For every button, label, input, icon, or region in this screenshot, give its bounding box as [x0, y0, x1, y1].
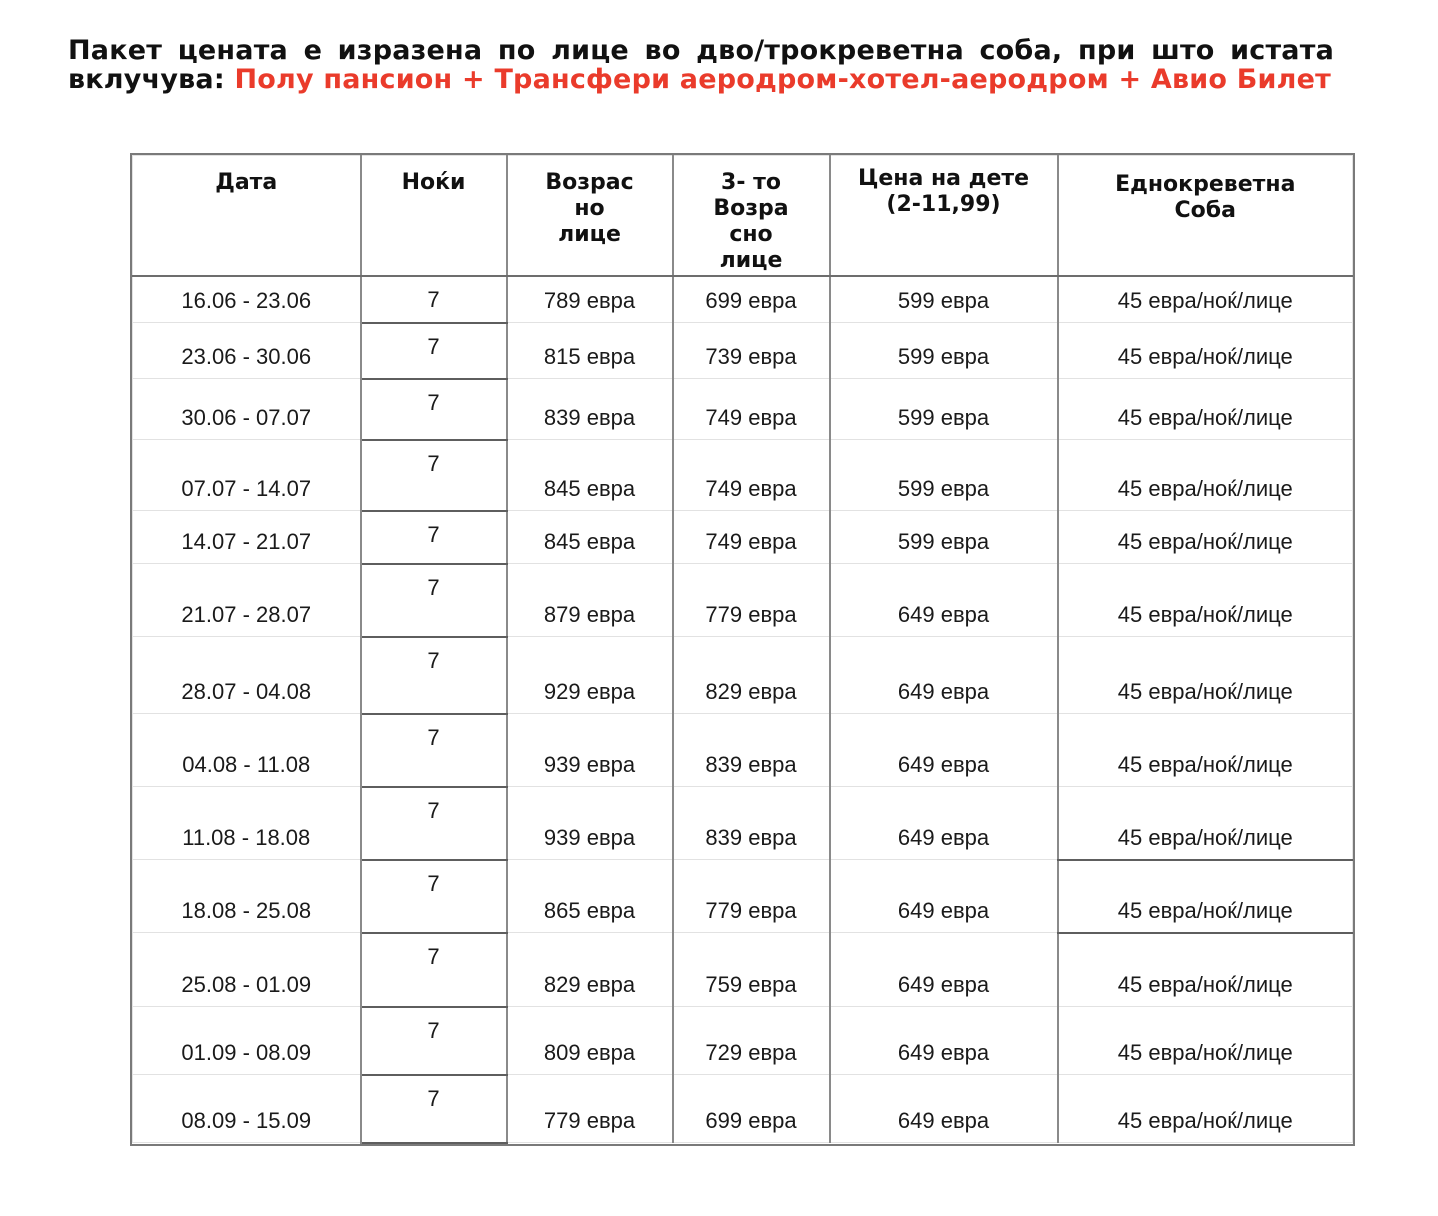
- cell-adult-price: 879 евра: [507, 564, 673, 637]
- cell-adult-price: 939 евра: [507, 787, 673, 860]
- header-child-text: Цена на дете (2-11,99): [857, 166, 1030, 217]
- price-table: [132, 155, 1353, 1144]
- cell-date: 30.06 - 07.07: [133, 379, 361, 440]
- cell-third-adult-price: 839 евра: [673, 714, 830, 787]
- cell-single-supplement: 45 евра/ноќ/лице: [1058, 1075, 1353, 1143]
- table-row: [133, 714, 1353, 787]
- cell-adult-price: 809 евра: [507, 1007, 673, 1075]
- cell-nights: 7: [361, 787, 507, 860]
- table-row: [133, 1075, 1353, 1143]
- table-row: [133, 933, 1353, 1007]
- cell-child-price: 649 евра: [830, 1007, 1058, 1075]
- table-row: [133, 1007, 1353, 1075]
- cell-nights: 7: [361, 637, 507, 714]
- cell-nights: 7: [361, 1007, 507, 1075]
- table-row: [133, 379, 1353, 440]
- cell-single-supplement: 45 евра/ноќ/лице: [1058, 379, 1353, 440]
- table-row: [133, 637, 1353, 714]
- cell-date: 11.08 - 18.08: [133, 787, 361, 860]
- cell-adult-price: 939 евра: [507, 714, 673, 787]
- cell-nights: 7: [361, 379, 507, 440]
- cell-child-price: 649 евра: [830, 787, 1058, 860]
- cell-third-adult-price: 779 евра: [673, 860, 830, 933]
- table-row: [133, 787, 1353, 860]
- cell-third-adult-price: 839 евра: [673, 787, 830, 860]
- cell-nights: 7: [361, 276, 507, 323]
- cell-child-price: 649 евра: [830, 860, 1058, 933]
- header-third-adult-text: 3- то Возра сно лице: [713, 170, 789, 273]
- cell-single-supplement: 45 евра/ноќ/лице: [1058, 564, 1353, 637]
- header-adult: [507, 156, 673, 276]
- cell-date: 04.08 - 11.08: [133, 714, 361, 787]
- table-row: [133, 440, 1353, 511]
- cell-third-adult-price: 749 евра: [673, 511, 830, 564]
- header-date: Дата: [133, 156, 361, 276]
- cell-date: 21.07 - 28.07: [133, 564, 361, 637]
- cell-single-supplement: 45 евра/ноќ/лице: [1058, 1007, 1353, 1075]
- cell-third-adult-price: 699 евра: [673, 1075, 830, 1143]
- cell-third-adult-price: 829 евра: [673, 637, 830, 714]
- cell-nights: 7: [361, 511, 507, 564]
- cell-child-price: 649 евра: [830, 714, 1058, 787]
- intro-paragraph: [68, 36, 1334, 94]
- cell-child-price: 649 евра: [830, 564, 1058, 637]
- cell-third-adult-price: 739 евра: [673, 323, 830, 379]
- cell-child-price: 599 евра: [830, 276, 1058, 323]
- header-row: [133, 156, 1353, 276]
- cell-date: 25.08 - 01.09: [133, 933, 361, 1007]
- cell-child-price: 649 евра: [830, 933, 1058, 1007]
- cell-third-adult-price: 749 евра: [673, 440, 830, 511]
- cell-nights: 7: [361, 564, 507, 637]
- cell-nights: 7: [361, 933, 507, 1007]
- cell-child-price: 599 евра: [830, 323, 1058, 379]
- cell-third-adult-price: 759 евра: [673, 933, 830, 1007]
- cell-adult-price: 815 евра: [507, 323, 673, 379]
- header-single: [1058, 156, 1353, 276]
- cell-nights: 7: [361, 323, 507, 379]
- price-table-head: [133, 156, 1353, 276]
- cell-third-adult-price: 749 евра: [673, 379, 830, 440]
- cell-single-supplement: 45 евра/ноќ/лице: [1058, 276, 1353, 323]
- cell-single-supplement: 45 евра/ноќ/лице: [1058, 933, 1353, 1007]
- cell-third-adult-price: 699 евра: [673, 276, 830, 323]
- intro-text: Пакет цената е изразена по лице во дво/трокреветна соба, при што истата вклучува:: [68, 35, 1334, 95]
- cell-single-supplement: 45 евра/ноќ/лице: [1058, 511, 1353, 564]
- cell-child-price: 599 евра: [830, 511, 1058, 564]
- cell-single-supplement: 45 евра/ноќ/лице: [1058, 440, 1353, 511]
- cell-date: 01.09 - 08.09: [133, 1007, 361, 1075]
- cell-single-supplement: 45 евра/ноќ/лице: [1058, 637, 1353, 714]
- price-table-body: [133, 276, 1353, 1143]
- cell-child-price: 599 евра: [830, 440, 1058, 511]
- cell-adult-price: 779 евра: [507, 1075, 673, 1143]
- cell-adult-price: 929 евра: [507, 637, 673, 714]
- cell-adult-price: 839 евра: [507, 379, 673, 440]
- header-third-adult: [673, 156, 830, 276]
- header-nights: Ноќи: [361, 156, 507, 276]
- table-row: [133, 323, 1353, 379]
- cell-adult-price: 829 евра: [507, 933, 673, 1007]
- header-adult-text: Возрас но лице: [545, 170, 634, 247]
- intro-highlight: Полу пансион + Трансфери аеродром-хотел-аеродром + Авио Билет: [234, 64, 1331, 95]
- cell-third-adult-price: 779 евра: [673, 564, 830, 637]
- header-single-text: Еднокреветна Соба: [1115, 172, 1296, 223]
- table-row: [133, 511, 1353, 564]
- cell-date: 23.06 - 30.06: [133, 323, 361, 379]
- cell-single-supplement: 45 евра/ноќ/лице: [1058, 323, 1353, 379]
- table-row: [133, 860, 1353, 933]
- cell-nights: 7: [361, 714, 507, 787]
- cell-third-adult-price: 729 евра: [673, 1007, 830, 1075]
- cell-adult-price: 789 евра: [507, 276, 673, 323]
- cell-adult-price: 845 евра: [507, 440, 673, 511]
- cell-date: 28.07 - 04.08: [133, 637, 361, 714]
- header-child: [830, 156, 1058, 276]
- cell-nights: 7: [361, 860, 507, 933]
- cell-date: 07.07 - 14.07: [133, 440, 361, 511]
- cell-date: 14.07 - 21.07: [133, 511, 361, 564]
- cell-single-supplement: 45 евра/ноќ/лице: [1058, 714, 1353, 787]
- cell-single-supplement: 45 евра/ноќ/лице: [1058, 860, 1353, 933]
- table-row: [133, 276, 1353, 323]
- cell-child-price: 649 евра: [830, 637, 1058, 714]
- cell-nights: 7: [361, 1075, 507, 1143]
- cell-date: 08.09 - 15.09: [133, 1075, 361, 1143]
- cell-child-price: 599 евра: [830, 379, 1058, 440]
- cell-single-supplement: 45 евра/ноќ/лице: [1058, 787, 1353, 860]
- cell-nights: 7: [361, 440, 507, 511]
- cell-child-price: 649 евра: [830, 1075, 1058, 1143]
- cell-date: 16.06 - 23.06: [133, 276, 361, 323]
- table-row: [133, 564, 1353, 637]
- cell-adult-price: 865 евра: [507, 860, 673, 933]
- cell-adult-price: 845 евра: [507, 511, 673, 564]
- cell-date: 18.08 - 25.08: [133, 860, 361, 933]
